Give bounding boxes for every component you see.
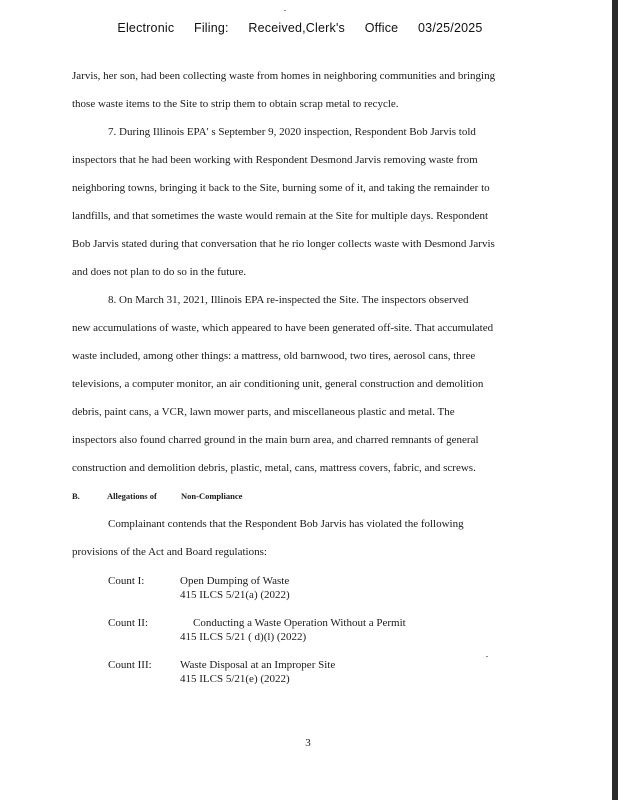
header-date: 03/25/2025 [418,21,483,35]
paragraph-8-line: new accumulations of waste, which appeared to have been generated off-site. That accumulated [72,322,494,334]
scan-speck [486,656,488,657]
count-citation: 415 ILCS 5/21(a) (2022) [180,589,290,601]
paragraph-8-line: inspectors also found charred ground in the main burn area, and charred remnants of general [72,434,479,446]
count-label: Count II: [108,617,149,629]
paragraph-8-line: televisions, a computer monitor, an air conditioning unit, general construction and demolition [72,378,484,390]
contention-line: Complainant contends that the Respondent Bob Jarvis has violated the following [108,518,464,530]
count-label: Count I: [108,575,145,587]
section-letter: B. [72,491,80,501]
section-title-part-1: Allegations of [107,491,157,501]
paragraph-7-line: Bob Jarvis stated during that conversation that he rio longer collects waste with Desmond Jarvis [72,238,495,250]
count-title: Waste Disposal at an Improper Site [180,659,336,671]
count-label: Count III: [108,659,152,671]
scan-speck [284,10,286,11]
scan-border [612,0,618,800]
text-line: those waste items to the Site to strip them to obtain scrap metal to recycle. [72,98,399,110]
header-office: Office [364,21,399,35]
paragraph-7-line: inspectors that he had been working with Respondent Desmond Jarvis removing waste from [72,154,478,166]
count-title: Conducting a Waste Operation Without a Permit [193,617,406,629]
paragraph-7-line: neighboring towns, bringing it back to the Site, burning some of it, and taking the remainder to [72,182,490,194]
page-number: 3 [305,737,311,749]
paragraph-8-line: 8. On March 31, 2021, Illinois EPA re-inspected the Site. The inspectors observed [108,294,469,306]
header-electronic: Electronic [117,21,175,35]
paragraph-7-line: landfills, and that sometimes the waste would remain at the Site for multiple days. Respondent [72,210,489,222]
header-received: Received,Clerk's [248,21,346,35]
count-citation: 415 ILCS 5/21(e) (2022) [180,673,290,685]
filing-stamp-header [0,21,600,35]
section-heading [72,491,243,501]
count-title: Open Dumping of Waste [180,575,290,587]
paragraph-7-line: and does not plan to do so in the future. [72,266,247,278]
contention-line: provisions of the Act and Board regulations: [72,546,267,558]
section-title-part-2: Non-Compliance [181,491,243,501]
text-line: Jarvis, her son, had been collecting waste from homes in neighboring communities and bringing [72,70,496,82]
paragraph-8-line: waste included, among other things: a mattress, old barnwood, two tires, aerosol cans, three [72,350,476,362]
header-filing: Filing: [193,21,229,35]
paragraph-8-line: construction and demolition debris, plastic, metal, cans, mattress covers, fabric, and screws. [72,462,476,474]
count-citation: 415 ILCS 5/21 ( d)(l) (2022) [180,631,307,643]
paragraph-7-line: 7. During Illinois EPA' s September 9, 2020 inspection, Respondent Bob Jarvis told [108,126,476,138]
paragraph-8-line: debris, paint cans, a VCR, lawn mower parts, and miscellaneous plastic and metal. The [72,406,455,418]
